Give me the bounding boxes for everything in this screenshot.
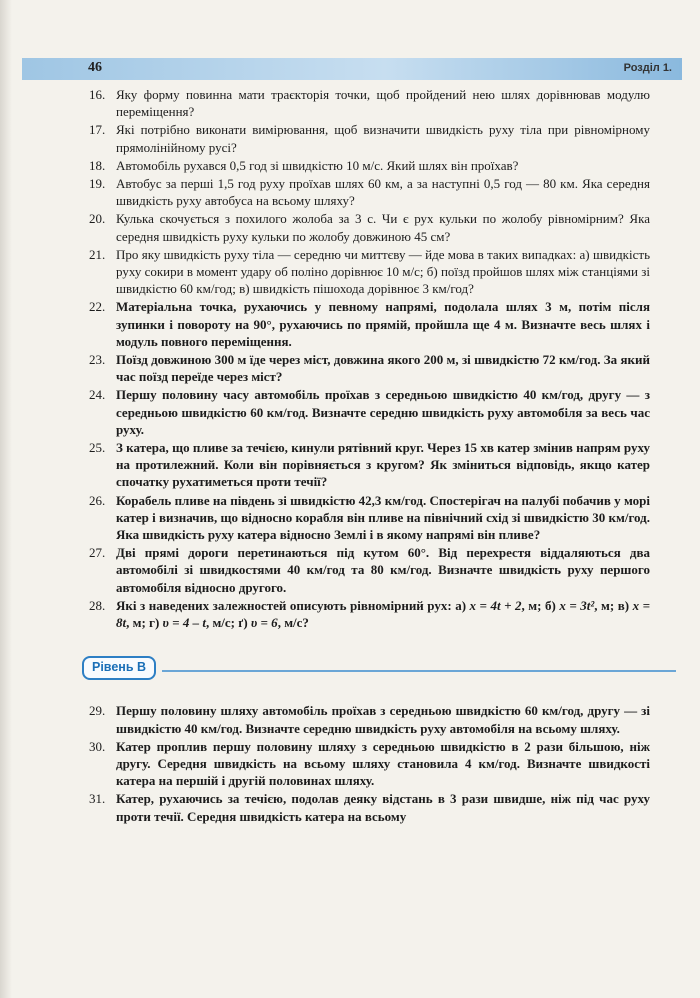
problem-item [90, 298, 650, 350]
problem-item [90, 790, 650, 824]
problem-number: 18. [89, 157, 106, 173]
problem-number: 22. [89, 299, 106, 315]
problem-text: Матеріальна точка, рухаючись у певному напрямі, подолала шлях 3 м, потім після зупинки і повороту на 90°, рухаючись по прямій, пройшла ще 4 м. Визначте весь шлях і модуль повного переміщення. [116, 299, 650, 349]
formula-b: x = 3t² [559, 597, 595, 613]
problem-text: Першу половину шляху автомобіль проїхав з середньою швидкістю 60 км/год, другу — зі швидкістю 40 км/год. Визначте середню швидкість руху автомобіля на всьому шляху. [116, 703, 650, 736]
problem-28-sep-5: , м/с? [277, 615, 309, 631]
header-bar [22, 58, 682, 80]
level-header [82, 644, 650, 686]
level-badge: Рівень В [82, 656, 156, 679]
problem-number: 24. [89, 387, 106, 403]
problem-number: 28. [89, 597, 106, 613]
problem-item [90, 157, 650, 174]
problem-text: Першу половину часу автомобіль проїхав з середньою швидкістю 40 км/год, другу — з середньою швидкістю 60 км/год. Визначте середню швидкість руху автомобіля за весь час руху. [116, 387, 650, 437]
problem-text: Які потрібно виконати вимірювання, щоб визначити швидкість руху тіла при рівномірному прямолінійному русі? [116, 122, 650, 155]
problem-text: Автобус за перші 1,5 год руху проїхав шлях 60 км, а за наступні 0,5 год — 80 км. Яка середня швидкість руху автобуса на всьому шляху? [116, 176, 650, 209]
problem-text: Автомобіль рухався 0,5 год зі швидкістю 10 м/с. Який шлях він проїхав? [116, 157, 519, 173]
problem-number: 27. [89, 545, 106, 561]
problem-text: Корабель пливе на південь зі швидкістю 42,3 км/год. Спостерігач на палубі побачив у морі катер і визначив, що відносно корабля він пливе на північний схід зі швидкістю 30 км/год. Яка швидкість руху катера відносно Землі і в якому напрямі він пливе? [116, 492, 650, 543]
problem-number: 29. [89, 703, 106, 719]
problem-item [90, 544, 650, 596]
problem-text: Про яку швидкість руху тіла — середню чи миттєву — йде мова в таких випадках: а) швидкість руху сокири в момент удару об поліно дорівнює 10 м/с; б) поїзд пройшов шлях між станціями зі швидкістю 60 км/год; в) швидкість пішохода дорівнює 3 км/год? [116, 246, 650, 297]
problem-text: Яку форму повинна мати траєкторія точки, щоб пройдений нею шлях дорівнював модулю переміщення? [116, 87, 650, 120]
formula-c: x = 8t [116, 597, 650, 631]
problem-text: Кулька скочується з похилого жолоба за 3 с. Чи є рух кульки по жолобу рівномірним? Яка середня швидкість руху кульки по жолобу довжиною 45 см? [116, 211, 650, 244]
page-number: 46 [88, 60, 102, 75]
formula-d: υ = 4 – t [162, 615, 206, 631]
problem-28-sep-4: , м/с; ґ) [205, 615, 251, 631]
problem-text: Катер, рухаючись за течією, подолав деяку відстань в 3 рази швидше, ніж під час руху проти течії. Середня швидкість катера на всьому [116, 791, 650, 824]
problem-number: 26. [89, 492, 106, 508]
page-content [90, 86, 650, 826]
formula-e: υ = 6 [250, 615, 278, 631]
problem-number: 16. [89, 87, 106, 102]
section-label: Розділ 1. [623, 62, 672, 74]
problem-item [90, 439, 650, 491]
problem-item [90, 738, 650, 790]
problem-text: Катер проплив першу половину шляху з середньою швидкістю в 2 рази більшою, ніж другу. Середня швидкість на всьому шляху становила 4 км/год. Визначте швидкості катера на першій і другій половинах шляху. [116, 738, 650, 789]
problem-item [90, 210, 650, 244]
problem-number: 31. [89, 791, 106, 807]
problem-text: Поїзд довжиною 300 м їде через міст, довжина якого 200 м, зі швидкістю 72 км/год. За який час поїзд переїде через міст? [116, 352, 650, 385]
page-edge-shadow [0, 0, 12, 998]
problem-list-a [90, 86, 650, 596]
problem-number: 17. [89, 122, 106, 138]
problem-item [90, 86, 650, 120]
problem-number: 20. [89, 211, 106, 227]
problem-text: З катера, що пливе за течією, кинули рятівний круг. Через 15 хв катер змінив напрям руху на протилежний. Коли він порівняється з кругом? Як зміниться відповідь, якщо катер спочатку рухатиметься проти течії? [116, 440, 650, 490]
problem-item [90, 121, 650, 155]
problem-number: 30. [89, 738, 106, 754]
problem-number: 19. [89, 176, 106, 192]
problem-text [116, 598, 650, 630]
problem-list-b [90, 702, 650, 824]
problem-item [90, 702, 650, 736]
problem-number: 21. [89, 246, 106, 262]
problem-28-sep-3: , м; г) [126, 615, 163, 631]
problem-28 [90, 597, 650, 631]
problem-item [90, 246, 650, 298]
problem-item [90, 351, 650, 385]
problem-28-sep-1: , м; б) [521, 597, 560, 613]
formula-a: x = 4t + 2 [469, 597, 522, 613]
problem-28-sep-2: , м; в) [594, 597, 633, 613]
problem-28-intro: Які з наведених залежностей описують рівномірний рух: а) [116, 597, 470, 613]
problem-item [90, 386, 650, 438]
problem-number: 23. [89, 352, 106, 368]
problem-number: 25. [89, 440, 106, 456]
level-divider [162, 670, 676, 672]
problem-item [90, 175, 650, 209]
problem-text: Дві прямі дороги перетинаються під кутом 60°. Від перехрестя віддаляються два автомобілі зі швидкостями 40 км/год та 80 км/год. Визначте швидкість руху першого автомобіля відносно другого. [116, 545, 650, 595]
problem-item [90, 492, 650, 544]
